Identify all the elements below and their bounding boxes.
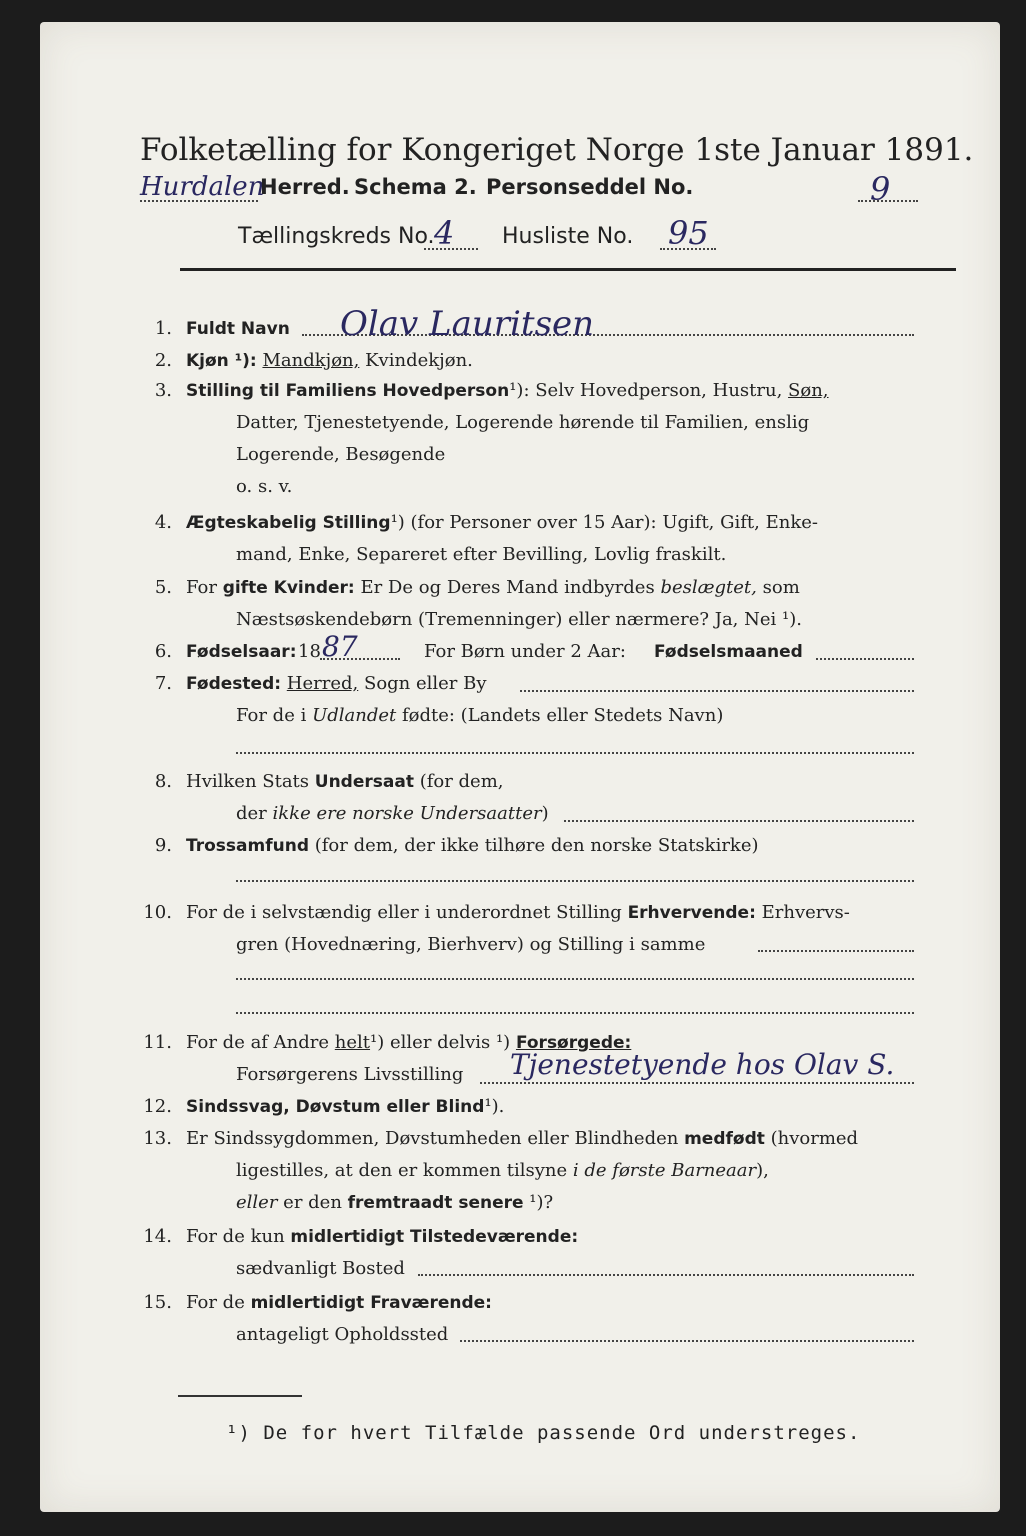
personseddel-label: Personseddel No. bbox=[486, 175, 694, 199]
item-11-text-1b: ¹) eller delvis ¹) bbox=[370, 1032, 511, 1053]
item-12-label: Sindssvag, Døvstum eller Blind bbox=[186, 1097, 485, 1117]
item-12-number: 12. bbox=[143, 1096, 172, 1117]
item-8-text-2a: der bbox=[236, 803, 267, 824]
item-11-label: Forsørgede: bbox=[515, 1033, 632, 1053]
personseddel-number: 9 bbox=[870, 170, 891, 208]
item-11-text-2: Forsørgerens Livsstilling bbox=[236, 1064, 464, 1085]
header-rule bbox=[180, 268, 956, 271]
item-11-text-1a: For de af Andre bbox=[186, 1032, 330, 1053]
item-6-label-2: Fødselsmaaned bbox=[654, 642, 803, 662]
item-10-dots-3 bbox=[236, 1012, 914, 1014]
item-8-italic: ikke ere norske Undersaatter bbox=[272, 803, 542, 824]
item-13-text-1b: (hvormed bbox=[770, 1128, 859, 1149]
taellingskreds-number: 4 bbox=[434, 214, 455, 252]
item-6-month-dots bbox=[816, 658, 914, 660]
item-14-number: 14. bbox=[143, 1226, 172, 1247]
item-2-row bbox=[186, 350, 473, 371]
item-11-option-helt: helt bbox=[334, 1032, 371, 1053]
item-14-dots bbox=[418, 1274, 914, 1276]
item-9-text-1: (for dem, der ikke tilhøre den norske Statskirke) bbox=[314, 835, 759, 856]
item-6-year-handwritten: 87 bbox=[322, 630, 358, 663]
municipality-dots bbox=[140, 200, 258, 202]
item-13-italic-eller: eller bbox=[236, 1192, 278, 1213]
item-7-number: 7. bbox=[154, 673, 172, 694]
item-3-number: 3. bbox=[154, 380, 172, 401]
census-form bbox=[40, 22, 1000, 1512]
item-2-number: 2. bbox=[154, 350, 172, 371]
item-13-text-3a: er den bbox=[283, 1192, 342, 1213]
item-10-row-1 bbox=[186, 902, 850, 923]
item-2-label: Kjøn ¹): bbox=[186, 351, 257, 371]
item-3-text-4: o. s. v. bbox=[236, 476, 293, 497]
item-13-row-3 bbox=[236, 1192, 553, 1213]
item-8-number: 8. bbox=[154, 771, 172, 792]
item-13-row-1 bbox=[186, 1128, 858, 1149]
item-6-label: Fødselsaar: bbox=[186, 642, 297, 662]
item-10-text-2: gren (Hovednæring, Bierhverv) og Stilling i samme bbox=[236, 934, 706, 955]
item-7-italic: Udlandet bbox=[312, 705, 397, 726]
item-13-row-2 bbox=[236, 1160, 769, 1181]
item-3-text-2: Datter, Tjenestetyende, Logerende hørende til Familien, enslig bbox=[236, 412, 810, 433]
item-13-text-2a: ligestilles, at den er kommen tilsyne bbox=[236, 1160, 568, 1181]
item-7-label: Fødested: bbox=[186, 674, 282, 694]
husliste-number: 95 bbox=[668, 214, 709, 252]
item-4-label: Ægteskabelig Stilling bbox=[186, 513, 391, 533]
schema-label: Schema 2. bbox=[354, 175, 477, 199]
item-2-option-mandkjon: Mandkjøn, bbox=[262, 350, 360, 371]
item-14-label: midlertidigt Tilstedeværende: bbox=[290, 1227, 579, 1247]
item-5-text-2: Næstsøskendebørn (Tremenninger) eller nærmere? Ja, Nei ¹). bbox=[236, 609, 802, 630]
item-5-label: gifte Kvinder: bbox=[222, 578, 355, 598]
item-10-label: Erhvervende: bbox=[627, 903, 756, 923]
item-5-text-1b: som bbox=[762, 577, 800, 598]
footnote-rule bbox=[178, 1395, 302, 1397]
item-8-label: Undersaat bbox=[314, 772, 414, 792]
item-5-number: 5. bbox=[154, 577, 172, 598]
item-7-text-2b: fødte: (Landets eller Stedets Navn) bbox=[401, 705, 724, 726]
item-6-year-dots bbox=[320, 658, 400, 660]
item-3-text-1: ¹): Selv Hovedperson, Hustru, bbox=[509, 380, 783, 401]
personseddel-dots bbox=[858, 200, 918, 202]
item-14-pre: For de kun bbox=[186, 1226, 285, 1247]
item-1-number: 1. bbox=[154, 318, 172, 339]
item-8-row-1 bbox=[186, 771, 504, 792]
item-9-label: Trossamfund bbox=[186, 836, 309, 856]
item-14-row-1 bbox=[186, 1226, 578, 1247]
item-10-dots-1 bbox=[758, 950, 914, 952]
item-7-text-2a: For de i bbox=[236, 705, 307, 726]
item-7-row-2 bbox=[236, 705, 723, 726]
item-3-row-1 bbox=[186, 380, 829, 401]
item-8-row-2: der ikke ere norske Undersaatter) bbox=[236, 803, 549, 824]
item-10-number: 10. bbox=[143, 902, 172, 923]
item-15-label: midlertidigt Fraværende: bbox=[250, 1293, 492, 1313]
item-5-text-1: Er De og Deres Mand indbyrdes bbox=[360, 577, 655, 598]
item-6-mid: For Børn under 2 Aar: bbox=[424, 641, 626, 662]
item-3-option-son: Søn, bbox=[788, 380, 829, 401]
item-13-label: medfødt bbox=[684, 1129, 765, 1149]
item-11-occupation-handwritten: Tjenestetyende hos Olav S. bbox=[510, 1048, 895, 1081]
item-7-option-herred: Herred, bbox=[286, 673, 359, 694]
item-13-number: 13. bbox=[143, 1128, 172, 1149]
taellingskreds-dots bbox=[424, 248, 478, 250]
item-6-number: 6. bbox=[154, 641, 172, 662]
item-10-text-1b: Erhvervs- bbox=[761, 902, 850, 923]
item-6-prefix: 18 bbox=[298, 641, 321, 662]
item-11-number: 11. bbox=[143, 1032, 172, 1053]
item-8-text-1a: Hvilken Stats bbox=[186, 771, 310, 792]
item-7-dots-1 bbox=[520, 690, 914, 692]
item-15-dots bbox=[460, 1340, 914, 1342]
item-15-text-2: antageligt Opholdssted bbox=[236, 1324, 449, 1345]
item-1-label: Fuldt Navn bbox=[186, 319, 290, 339]
item-2-option-kvindekjon: Kvindekjøn. bbox=[365, 350, 473, 371]
item-13-text-3b: ¹)? bbox=[529, 1192, 554, 1213]
item-7-dots-2 bbox=[236, 752, 914, 754]
taellingskreds-label: Tællingskreds No. bbox=[238, 224, 435, 249]
item-10-dots-2 bbox=[236, 978, 914, 980]
item-12-text-1: ¹). bbox=[484, 1096, 505, 1117]
item-15-row-1 bbox=[186, 1292, 492, 1313]
item-11-dots bbox=[480, 1082, 914, 1084]
municipality-handwritten: Hurdalen bbox=[140, 172, 265, 202]
form-title: Folketælling for Kongeriget Norge 1ste Januar 1891. bbox=[140, 132, 974, 168]
item-13-italic: i de første Barneaar bbox=[572, 1160, 757, 1181]
item-9-dots bbox=[236, 880, 914, 882]
item-14-text-2: sædvanligt Bosted bbox=[236, 1258, 405, 1279]
item-5-pre: For bbox=[186, 577, 217, 598]
footnote: ¹) De for hvert Tilfælde passende Ord understreges. bbox=[226, 1422, 861, 1444]
item-13-text-2b: ), bbox=[756, 1160, 769, 1181]
item-7-row-1 bbox=[186, 673, 487, 694]
item-15-pre: For de bbox=[186, 1292, 245, 1313]
item-4-number: 4. bbox=[154, 512, 172, 533]
item-8-dots bbox=[564, 820, 914, 822]
item-9-row-1 bbox=[186, 835, 759, 856]
item-15-number: 15. bbox=[143, 1292, 172, 1313]
item-3-label: Stilling til Familiens Hovedperson bbox=[186, 381, 510, 401]
item-9-number: 9. bbox=[154, 835, 172, 856]
item-4-text-1: ¹) (for Personer over 15 Aar): Ugift, Gift, Enke- bbox=[390, 512, 818, 533]
husliste-dots bbox=[660, 248, 716, 250]
item-10-text-1a: For de i selvstændig eller i underordnet Stilling bbox=[186, 902, 622, 923]
husliste-label: Husliste No. bbox=[502, 224, 634, 249]
item-4-text-2: mand, Enke, Separeret efter Bevilling, Lovlig fraskilt. bbox=[236, 544, 727, 565]
item-5-row-1 bbox=[186, 577, 800, 598]
item-7-rest: Sogn eller By bbox=[363, 673, 487, 694]
item-1-name-handwritten: Olav Lauritsen bbox=[340, 304, 595, 344]
item-3-text-3: Logerende, Besøgende bbox=[236, 444, 446, 465]
item-13-label-2: fremtraadt senere bbox=[347, 1193, 524, 1213]
item-4-row-1 bbox=[186, 512, 818, 533]
item-12-row-1 bbox=[186, 1096, 504, 1117]
herred-label: Herred. bbox=[260, 175, 350, 199]
item-5-italic: beslægtet, bbox=[660, 577, 757, 598]
item-8-text-1b: (for dem, bbox=[419, 771, 504, 792]
item-13-text-1a: Er Sindssygdommen, Døvstumheden eller Blindheden bbox=[186, 1128, 679, 1149]
